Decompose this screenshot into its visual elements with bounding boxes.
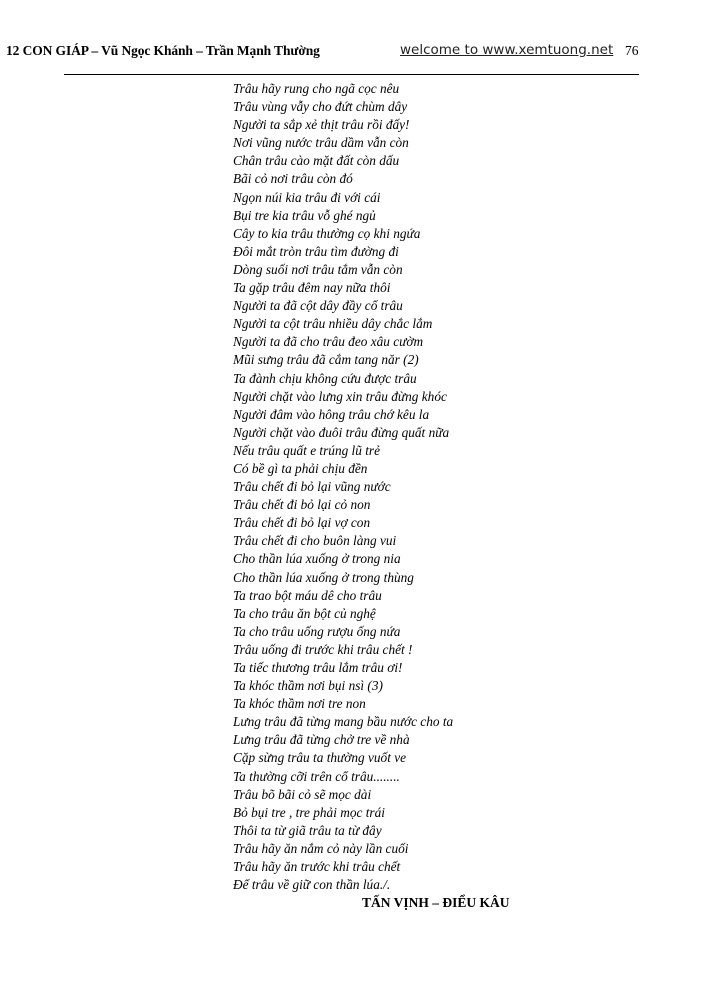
poem-line: Người chặt vào lưng xin trâu đừng khóc [233, 388, 447, 404]
poem-line: Bãi cỏ nơi trâu còn đó [233, 171, 353, 187]
poem-line: Nếu trâu quất e trúng lũ trẻ [233, 442, 380, 458]
poem-line: Trâu chết đi bỏ lại vợ con [233, 515, 371, 531]
poem-line: Người ta đã cột dây đầy cổ trâu [233, 298, 403, 314]
poem-line: Trâu chết đi bỏ lại cỏ non [233, 497, 371, 513]
poem-line: Lưng trâu đã từng mang bầu nước cho ta [233, 714, 454, 730]
poem-line: Nơi vũng nước trâu dầm vẫn còn [233, 135, 409, 151]
poem-line: Dòng suối nơi trâu tắm vẫn còn [233, 261, 403, 277]
poem-line: Trâu hãy ăn nắm cỏ này lần cuối [233, 840, 409, 856]
poem-signature: TẤN VỊNH – ĐIỂU KÂU [362, 895, 510, 910]
poem-line: Cho thần lúa xuống ở trong nia [233, 551, 401, 567]
poem-line: Chân trâu cào mặt đất còn dấu [233, 153, 400, 169]
poem-line: Cặp sừng trâu ta thường vuốt ve [233, 750, 407, 766]
header-title: 12 CON GIÁP – Vũ Ngọc Khánh – Trần Mạnh Thường [6, 43, 320, 58]
poem-line: Cho thần lúa xuống ở trong thùng [233, 569, 414, 585]
page-number: 76 [625, 43, 639, 58]
poem-line: Người đâm vào hông trâu chớ kêu la [233, 406, 430, 422]
poem-line: Ta khóc thầm nơi tre non [233, 696, 366, 712]
poem-line: Đôi mắt tròn trâu tìm đường đi [233, 243, 399, 259]
poem-line: Trâu bõ bãi cỏ sẽ mọc dài [233, 786, 372, 802]
poem-line: Bụi tre kia trâu vỗ ghé ngủ [233, 207, 376, 223]
poem-line: Người ta sắp xẻ thịt trâu rồi đấy! [233, 117, 410, 133]
poem-line: Trâu hãy rung cho ngã cọc nêu [233, 81, 400, 96]
header-divider [64, 74, 639, 75]
poem-line: Thôi ta từ giã trâu ta từ đây [233, 822, 382, 838]
poem-line: Ta thường cỡi trên cổ trâu........ [233, 768, 400, 784]
poem-line: Ta cho trâu ăn bột củ nghệ [233, 605, 376, 621]
poem-body [233, 80, 453, 894]
poem-line: Ta khóc thầm nơi bụi nsì (3) [233, 678, 383, 694]
poem-line: Trâu vùng vẫy cho đứt chùm dây [233, 99, 408, 115]
poem-line: Bỏ bụi tre , tre phải mọc trái [233, 804, 385, 820]
poem-line: Trâu uống đi trước khi trâu chết ! [233, 641, 413, 657]
poem-line: Ta tiếc thương trâu lắm trâu ơi! [233, 660, 403, 675]
poem-line: Ta gặp trâu đêm nay nữa thôi [233, 280, 391, 296]
poem-line: Ngọn núi kia trâu đi với cái [233, 189, 381, 205]
poem-line: Lưng trâu đã từng chở tre về nhà [233, 732, 410, 748]
poem-line: Ta cho trâu uống rượu ống nứa [233, 623, 401, 639]
poem-line: Người ta đã cho trâu đeo xâu cườm [233, 334, 424, 350]
poem-line: Người ta cột trâu nhiều dây chắc lắm [233, 316, 433, 332]
poem-line: Có bề gì ta phải chịu đền [233, 460, 368, 476]
poem-line: Trâu chết đi cho buôn làng vui [233, 533, 397, 549]
poem-line: Cây to kia trâu thường cọ khi ngứa [233, 225, 421, 241]
poem-line: Ta đành chịu không cứu được trâu [233, 370, 417, 386]
page-header [0, 43, 702, 63]
poem-line: Để trâu về giữ con thần lúa./. [233, 877, 391, 893]
header-website-link[interactable]: welcome to www.xemtuong.net [400, 42, 614, 58]
poem-line: Trâu chết đi bỏ lại vũng nước [233, 479, 391, 495]
poem-line: Trâu hãy ăn trước khi trâu chết [233, 859, 401, 875]
poem-line: Ta trao bột máu dê cho trâu [233, 587, 382, 603]
poem-line: Người chặt vào đuôi trâu đừng quất nữa [233, 424, 450, 440]
poem-line: Mũi sưng trâu đã cắm tang năr (2) [233, 352, 419, 368]
